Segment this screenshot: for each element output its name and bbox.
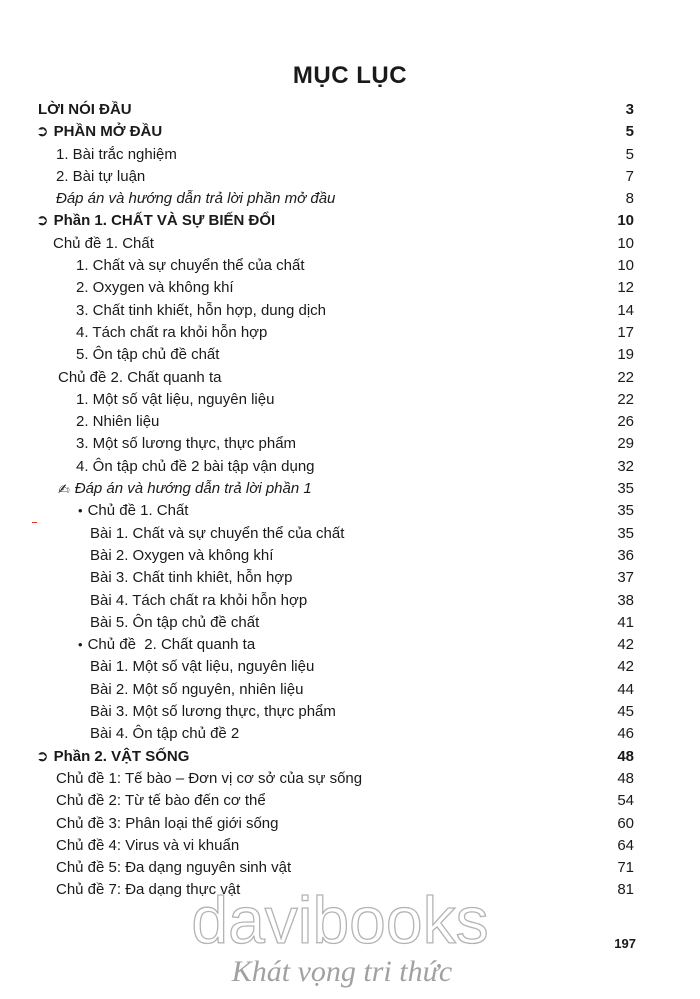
toc-entry-label: Bài 2. Một số nguyên, nhiên liệu [90, 680, 304, 698]
toc-entry-page: 7 [625, 167, 634, 185]
toc-entry-page: 10 [617, 234, 634, 252]
toc-entry-label: Bài 4. Tách chất ra khỏi hỗn hợp [90, 591, 308, 609]
toc-entry[interactable] [0, 255, 700, 277]
toc-entry-label: Phần 1. CHẤT VÀ SỰ BIẾN ĐỔI [53, 212, 276, 230]
toc-entry-label: 2. Nhiên liệu [76, 413, 160, 431]
toc-entry-page: 48 [617, 769, 634, 787]
toc-entry[interactable] [0, 590, 700, 612]
toc-entry-page: 48 [617, 747, 634, 765]
toc-entry[interactable] [0, 813, 700, 835]
toc-entry[interactable] [0, 567, 700, 589]
toc-entry-label: Chủ đề 2: Từ tế bào đến cơ thể [56, 792, 266, 810]
toc-entry[interactable] [0, 210, 700, 232]
toc-entry[interactable] [0, 277, 700, 299]
toc-entry-page: 37 [617, 569, 634, 587]
toc-entry-page: 3 [625, 101, 634, 118]
toc-entry-page: 22 [617, 390, 634, 408]
toc-entry[interactable] [0, 121, 700, 143]
page-number: 197 [614, 936, 636, 951]
toc-entry-page: 26 [617, 413, 634, 431]
toc-entry-page: 22 [617, 368, 634, 386]
toc-entry[interactable] [0, 746, 700, 768]
arrow-right-icon: ➲ [36, 747, 49, 765]
toc-entry-page: 14 [617, 301, 634, 319]
toc-entry-label: Bài 4. Ôn tập chủ đề 2 [90, 725, 240, 743]
toc-entry[interactable] [0, 233, 700, 255]
toc-entry-label: 3. Chất tinh khiết, hỗn hợp, dung dịch [76, 301, 327, 319]
toc-entry-label: Bài 1. Một số vật liệu, nguyên liệu [90, 658, 315, 676]
toc-entry-page: 29 [617, 435, 634, 453]
toc-entry-page: 5 [625, 145, 634, 163]
toc-entry-label: Chủ đề 7: Đa dạng thực vật [56, 881, 241, 899]
page-title: MỤC LỤC [292, 62, 408, 89]
toc-entry-page: 35 [617, 524, 634, 542]
toc-entry-page: 42 [617, 658, 634, 676]
toc-entry-label: Chủ đề 1: Tế bào – Đơn vị cơ sở của sự sống [56, 769, 363, 787]
toc-entry-label: Bài 1. Chất và sự chuyển thể của chất [90, 524, 345, 542]
arrow-right-icon: ➲ [36, 212, 49, 230]
toc-entry-label: 1. Một số vật liệu, nguyên liệu [76, 390, 275, 408]
table-of-contents [0, 99, 700, 902]
toc-entry[interactable] [0, 835, 700, 857]
toc-entry-page: 8 [625, 190, 634, 208]
toc-entry[interactable] [0, 723, 700, 745]
watermark-brand: davibooks [191, 885, 489, 957]
toc-entry-page: 35 [617, 480, 634, 498]
toc-entry-label: 2. Oxygen và không khí [76, 279, 234, 297]
toc-entry-label: 1. Chất và sự chuyển thể của chất [76, 257, 305, 275]
toc-entry[interactable] [0, 790, 700, 812]
toc-entry[interactable] [0, 701, 700, 723]
toc-entry-page: 12 [617, 279, 634, 297]
toc-entry[interactable] [0, 367, 700, 389]
watermark-slogan: Khát vọng tri thức [231, 955, 453, 988]
toc-entry-label: Chủ đề 3: Phân loại thế giới sống [56, 814, 279, 832]
toc-entry-page: 10 [617, 212, 634, 230]
toc-entry[interactable] [0, 768, 700, 790]
toc-entry-label: Chủ đề 4: Virus và vi khuẩn [56, 836, 240, 854]
toc-entry-page: 44 [617, 680, 634, 698]
toc-entry-page: 10 [617, 257, 634, 275]
toc-entry-page: 35 [617, 502, 634, 520]
toc-entry[interactable] [0, 523, 700, 545]
toc-entry[interactable] [0, 679, 700, 701]
toc-entry[interactable] [0, 188, 700, 210]
arrow-right-icon: ➲ [36, 123, 49, 141]
bullet-icon: • [78, 503, 83, 519]
toc-entry-page: 19 [617, 346, 634, 364]
toc-entry[interactable] [0, 857, 700, 879]
toc-entry-page: 17 [617, 323, 634, 341]
toc-entry[interactable] [0, 389, 700, 411]
toc-entry-page: 5 [625, 123, 634, 141]
toc-entry[interactable] [0, 144, 700, 166]
toc-entry[interactable] [0, 456, 700, 478]
toc-entry[interactable] [0, 612, 700, 634]
toc-entry[interactable] [0, 656, 700, 678]
toc-entry-label: 4. Ôn tập chủ đề 2 bài tập vận dụng [76, 457, 315, 475]
toc-entry[interactable] [0, 99, 700, 121]
bullet-icon: • [78, 637, 83, 653]
davibooks-watermark-logo [140, 885, 540, 989]
toc-entry[interactable] [0, 300, 700, 322]
toc-entry[interactable] [0, 478, 700, 500]
toc-entry-page: 81 [617, 881, 634, 899]
toc-entry[interactable] [0, 500, 700, 522]
toc-entry-label: Bài 3. Chất tinh khiêt, hỗn hợp [90, 569, 293, 587]
toc-entry-label: Phần 2. VẬT SỐNG [53, 747, 190, 765]
toc-entry-label: 2. Bài tự luận [56, 167, 146, 185]
toc-entry-page: 54 [617, 792, 634, 810]
toc-entry[interactable] [0, 322, 700, 344]
margin-mark [32, 522, 37, 523]
toc-entry-label: PHẦN MỞ ĐẦU [53, 123, 163, 141]
pencil-icon: ✍ [58, 481, 70, 498]
toc-entry-page: 64 [617, 836, 634, 854]
toc-entry-label: 4. Tách chất ra khỏi hỗn hợp [76, 323, 268, 341]
toc-entry-label: 5. Ôn tập chủ đề chất [76, 346, 220, 364]
toc-entry-page: 41 [617, 613, 634, 631]
toc-entry-label: LỜI NÓI ĐẦU [38, 101, 132, 118]
toc-entry-label: Chủ đề 2. Chất quanh ta [87, 636, 256, 654]
toc-entry-label: Chủ đề 2. Chất quanh ta [58, 368, 222, 386]
toc-entry[interactable] [0, 545, 700, 567]
toc-entry-page: 71 [617, 859, 634, 877]
toc-entry[interactable] [0, 433, 700, 455]
toc-entry[interactable] [0, 634, 700, 656]
toc-entry[interactable] [0, 344, 700, 366]
toc-entry-page: 42 [617, 636, 634, 654]
toc-entry-page: 38 [617, 591, 634, 609]
toc-entry-label: Chủ đề 1. Chất [87, 502, 189, 520]
toc-entry[interactable] [0, 411, 700, 433]
toc-entry-label: Bài 5. Ôn tập chủ đề chất [90, 613, 260, 631]
toc-entry-label: Chủ đề 5: Đa dạng nguyên sinh vật [56, 859, 292, 877]
toc-entry-label: Bài 2. Oxygen và không khí [90, 546, 274, 564]
toc-entry-label: Chủ đề 1. Chất [53, 234, 154, 252]
toc-entry-label: Đáp án và hướng dẫn trả lời phần 1 [74, 480, 312, 498]
toc-entry-page: 36 [617, 546, 634, 564]
toc-entry-page: 60 [617, 814, 634, 832]
toc-entry-label: Bài 3. Một số lương thực, thực phẩm [90, 703, 336, 721]
toc-entry-page: 46 [617, 725, 634, 743]
toc-entry-label: 1. Bài trắc nghiệm [56, 145, 177, 163]
toc-entry-page: 45 [617, 703, 634, 721]
toc-entry-page: 32 [617, 457, 634, 475]
toc-entry-label: Đáp án và hướng dẫn trả lời phần mở đầu [56, 190, 336, 208]
toc-entry[interactable] [0, 166, 700, 188]
toc-entry-label: 3. Một số lương thực, thực phẩm [76, 435, 297, 453]
